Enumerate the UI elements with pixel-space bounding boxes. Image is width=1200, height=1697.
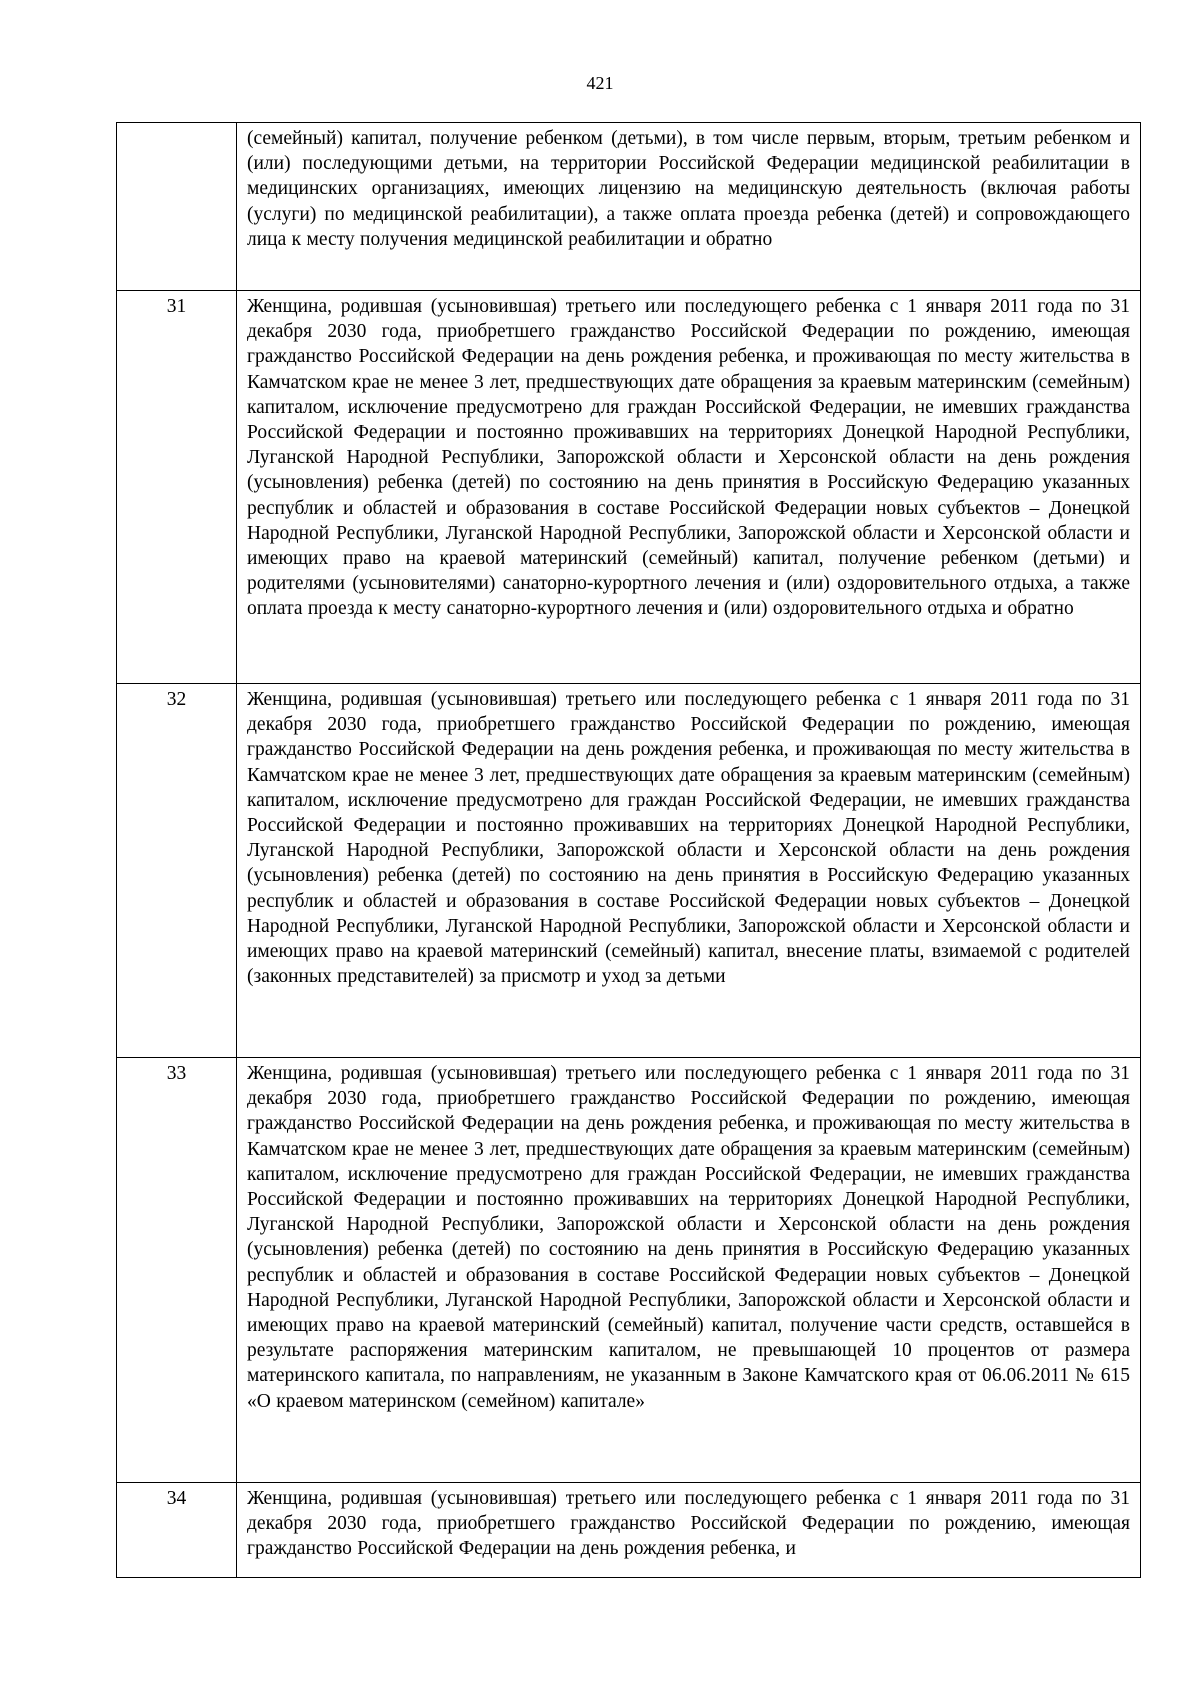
row-text-cell: Женщина, родившая (усыновившая) третьего или последующего ребенка с 1 января 2011 года по 31 декабря 2030 года, приобретшего гражданство Российской Федерации по рождению, имеющая гражданство Российской Федерации на день рождения ребенка, и проживающая по месту жительства в Камчатском крае не менее 3 лет, предшествующих дате обращения за краевым материнским (семейным) капиталом, исключение предусмотрено для граждан Российской Федерации, не имевших гражданства Российской Федерации и постоянно проживавших на территориях Донецкой Народной Республики, Луганской Народной Республики, Запорожской области и Херсонской области на день рождения (усыновления) ребенка (детей) по состоянию на день принятия в Российскую Федерацию указанных республик и областей и образования в составе Российской Федерации новых субъектов – Донецкой Народной Республики, Луганской Народной Республики, Запорожской области и Херсонской области и имеющих право на краевой материнский (семейный) капитал, получение ребенком (детьми) и родителями (усыновителями) санаторно-курортного лечения и (или) оздоровительного отдыха, а также оплата проезда к месту санаторно-курортного лечения и (или) оздоровительного отдыха и обратно: [237, 291, 1141, 684]
row-text-cell: Женщина, родившая (усыновившая) третьего или последующего ребенка с 1 января 2011 года по 31 декабря 2030 года, приобретшего гражданство Российской Федерации по рождению, имеющая гражданство Российской Федерации на день рождения ребенка, и проживающая по месту жительства в Камчатском крае не менее 3 лет, предшествующих дате обращения за краевым материнским (семейным) капиталом, исключение предусмотрено для граждан Российской Федерации, не имевших гражданства Российской Федерации и постоянно проживавших на территориях Донецкой Народной Республики, Луганской Народной Республики, Запорожской области и Херсонской области на день рождения (усыновления) ребенка (детей) по состоянию на день принятия в Российскую Федерацию указанных республик и областей и образования в составе Российской Федерации новых субъектов – Донецкой Народной Республики, Луганской Народной Республики, Запорожской области и Херсонской области и имеющих право на краевой материнский (семейный) капитал, внесение платы, взимаемой с родителей (законных представителей) за присмотр и уход за детьми: [237, 684, 1141, 1058]
table-row: [117, 684, 1141, 1058]
row-text-cell: Женщина, родившая (усыновившая) третьего или последующего ребенка с 1 января 2011 года по 31 декабря 2030 года, приобретшего гражданство Российской Федерации по рождению, имеющая гражданство Российской Федерации на день рождения ребенка, и проживающая по месту жительства в Камчатском крае не менее 3 лет, предшествующих дате обращения за краевым материнским (семейным) капиталом, исключение предусмотрено для граждан Российской Федерации, не имевших гражданства Российской Федерации и постоянно проживавших на территориях Донецкой Народной Республики, Луганской Народной Республики, Запорожской области и Херсонской области на день рождения (усыновления) ребенка (детей) по состоянию на день принятия в Российскую Федерацию указанных республик и областей и образования в составе Российской Федерации новых субъектов – Донецкой Народной Республики, Луганской Народной Республики, Запорожской области и Херсонской области и имеющих право на краевой материнский (семейный) капитал, получение части средств, оставшейся в результате распоряжения материнским капиталом, не превышающей 10 процентов от размера материнского капитала, по направлениям, не указанным в Законе Камчатского края от 06.06.2011 № 615 «О краевом материнском (семейном) капитале»: [237, 1058, 1141, 1483]
row-text-cell: (семейный) капитал, получение ребенком (детьми), в том числе первым, вторым, третьим ребенком и (или) последующими детьми, на территории Российской Федерации медицинской реабилитации в медицинских организациях, имеющих лицензию на медицинскую деятельность (включая работы (услуги) по медицинской реабилитации), а также оплата проезда ребенка (детей) и сопровождающего лица к месту получения медицинской реабилитации и обратно: [237, 123, 1141, 291]
row-number-cell: 34: [117, 1483, 237, 1578]
benefits-table: [116, 122, 1141, 1578]
row-number-cell: 32: [117, 684, 237, 1058]
table-row: [117, 123, 1141, 291]
table-row: [117, 291, 1141, 684]
row-number-cell: [117, 123, 237, 291]
table-row: [117, 1058, 1141, 1483]
page-number: 421: [586, 73, 614, 93]
row-number-cell: 31: [117, 291, 237, 684]
row-text-cell: Женщина, родившая (усыновившая) третьего или последующего ребенка с 1 января 2011 года по 31 декабря 2030 года, приобретшего гражданство Российской Федерации по рождению, имеющая гражданство Российской Федерации на день рождения ребенка, и: [237, 1483, 1141, 1578]
table-row: [117, 1483, 1141, 1578]
row-number-cell: 33: [117, 1058, 237, 1483]
